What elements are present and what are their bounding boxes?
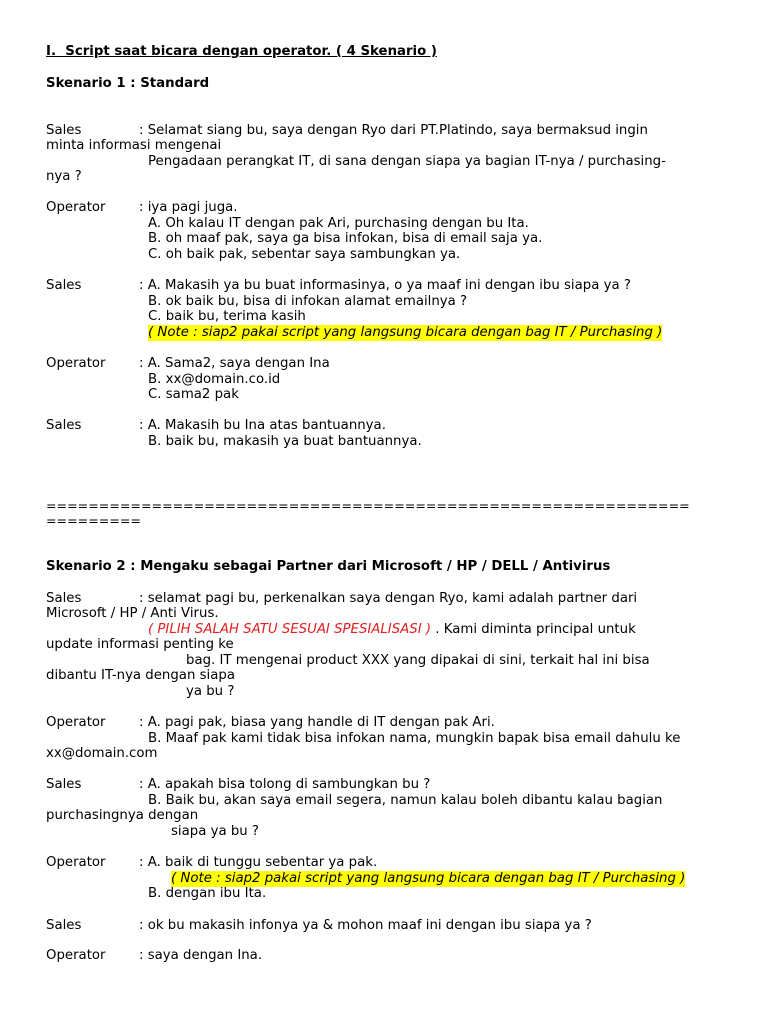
dialog-line: B. xx@domain.co.id: [148, 372, 281, 387]
dialog-line: B. Baik bu, akan saya email segera, namun kalau boleh dibantu kalau bagian: [148, 793, 663, 808]
dialog-line: : A. Makasih ya bu buat informasinya, o ya maaf ini dengan ibu siapa ya ?: [139, 278, 631, 293]
speaker-label: Operator: [46, 715, 106, 730]
note-highlight: ( Note : siap2 pakai script yang langsung bicara dengan bag IT / Purchasing ): [148, 325, 663, 340]
dialog-text: . Kami diminta principal untuk: [431, 622, 636, 637]
dialog-line: : Selamat siang bu, saya dengan Ryo dari PT.Platindo, saya bermaksud ingin: [139, 123, 648, 138]
dialog-line: Pengadaan perangkat IT, di sana dengan siapa ya bagian IT-nya / purchasing-: [148, 154, 666, 169]
dialog-line: B. Maaf pak kami tidak bisa infokan nama, mungkin bapak bisa email dahulu ke: [148, 731, 681, 746]
dialog-line: C. baik bu, terima kasih: [148, 309, 306, 324]
divider-line: =========: [46, 513, 141, 528]
dialog-line-mixed: [148, 622, 636, 638]
scenario-2-heading: Skenario 2 : Mengaku sebagai Partner dari Microsoft / HP / DELL / Antivirus: [46, 559, 611, 574]
dialog-line: B. oh maaf pak, saya ga bisa infokan, bisa di email saja ya.: [148, 231, 543, 246]
dialog-line: nya ?: [46, 169, 82, 184]
speaker-label: Sales: [46, 418, 82, 433]
divider-line: =============================================================: [46, 498, 690, 513]
dialog-line: dibantu IT-nya dengan siapa: [46, 668, 235, 683]
dialog-line: : A. Sama2, saya dengan Ina: [139, 356, 330, 371]
dialog-line: : selamat pagi bu, perkenalkan saya dengan Ryo, kami adalah partner dari: [139, 591, 638, 606]
dialog-line: C. oh baik pak, sebentar saya sambungkan ya.: [148, 247, 461, 262]
dialog-line: bag. IT mengenai product XXX yang dipakai di sini, terkait hal ini bisa: [186, 653, 650, 668]
dialog-line: : A. Makasih bu Ina atas bantuannya.: [139, 418, 386, 433]
speaker-label: Sales: [46, 123, 82, 138]
dialog-line: : A. baik di tunggu sebentar ya pak.: [139, 855, 378, 870]
document-title: I. Script saat bicara dengan operator. ( 4 Skenario ): [46, 44, 437, 59]
dialog-line: siapa ya bu ?: [171, 824, 259, 839]
speaker-label: Operator: [46, 948, 106, 963]
dialog-line: update informasi penting ke: [46, 637, 234, 652]
speaker-label: Sales: [46, 918, 82, 933]
dialog-line: A. Oh kalau IT dengan pak Ari, purchasing dengan bu Ita.: [148, 216, 529, 231]
speaker-label: Sales: [46, 591, 82, 606]
dialog-line: purchasingnya dengan: [46, 808, 199, 823]
speaker-label: Sales: [46, 278, 82, 293]
dialog-line: : saya dengan Ina.: [139, 948, 263, 963]
speaker-label: Operator: [46, 855, 106, 870]
dialog-line: : A. pagi pak, biasa yang handle di IT dengan pak Ari.: [139, 715, 495, 730]
speaker-label: Operator: [46, 200, 106, 215]
speaker-label: Sales: [46, 777, 82, 792]
dialog-line: minta informasi mengenai: [46, 138, 222, 153]
dialog-line: C. sama2 pak: [148, 387, 239, 402]
dialog-line: Microsoft / HP / Anti Virus.: [46, 606, 219, 621]
specialization-note: ( PILIH SALAH SATU SESUAI SPESIALISASI ): [148, 622, 432, 637]
dialog-line: B. dengan ibu Ita.: [148, 886, 267, 901]
scenario-1-heading: Skenario 1 : Standard: [46, 76, 210, 91]
dialog-line: ya bu ?: [186, 684, 235, 699]
note-highlight: ( Note : siap2 pakai script yang langsung bicara dengan bag IT / Purchasing ): [171, 871, 686, 886]
dialog-line: xx@domain.com: [46, 746, 158, 761]
dialog-line: : A. apakah bisa tolong di sambungkan bu ?: [139, 777, 431, 792]
dialog-line: : ok bu makasih infonya ya & mohon maaf ini dengan ibu siapa ya ?: [139, 918, 592, 933]
dialog-line: B. ok baik bu, bisa di infokan alamat emailnya ?: [148, 294, 468, 309]
dialog-line: : iya pagi juga.: [139, 200, 238, 215]
dialog-line: B. baik bu, makasih ya buat bantuannya.: [148, 434, 422, 449]
speaker-label: Operator: [46, 356, 106, 371]
